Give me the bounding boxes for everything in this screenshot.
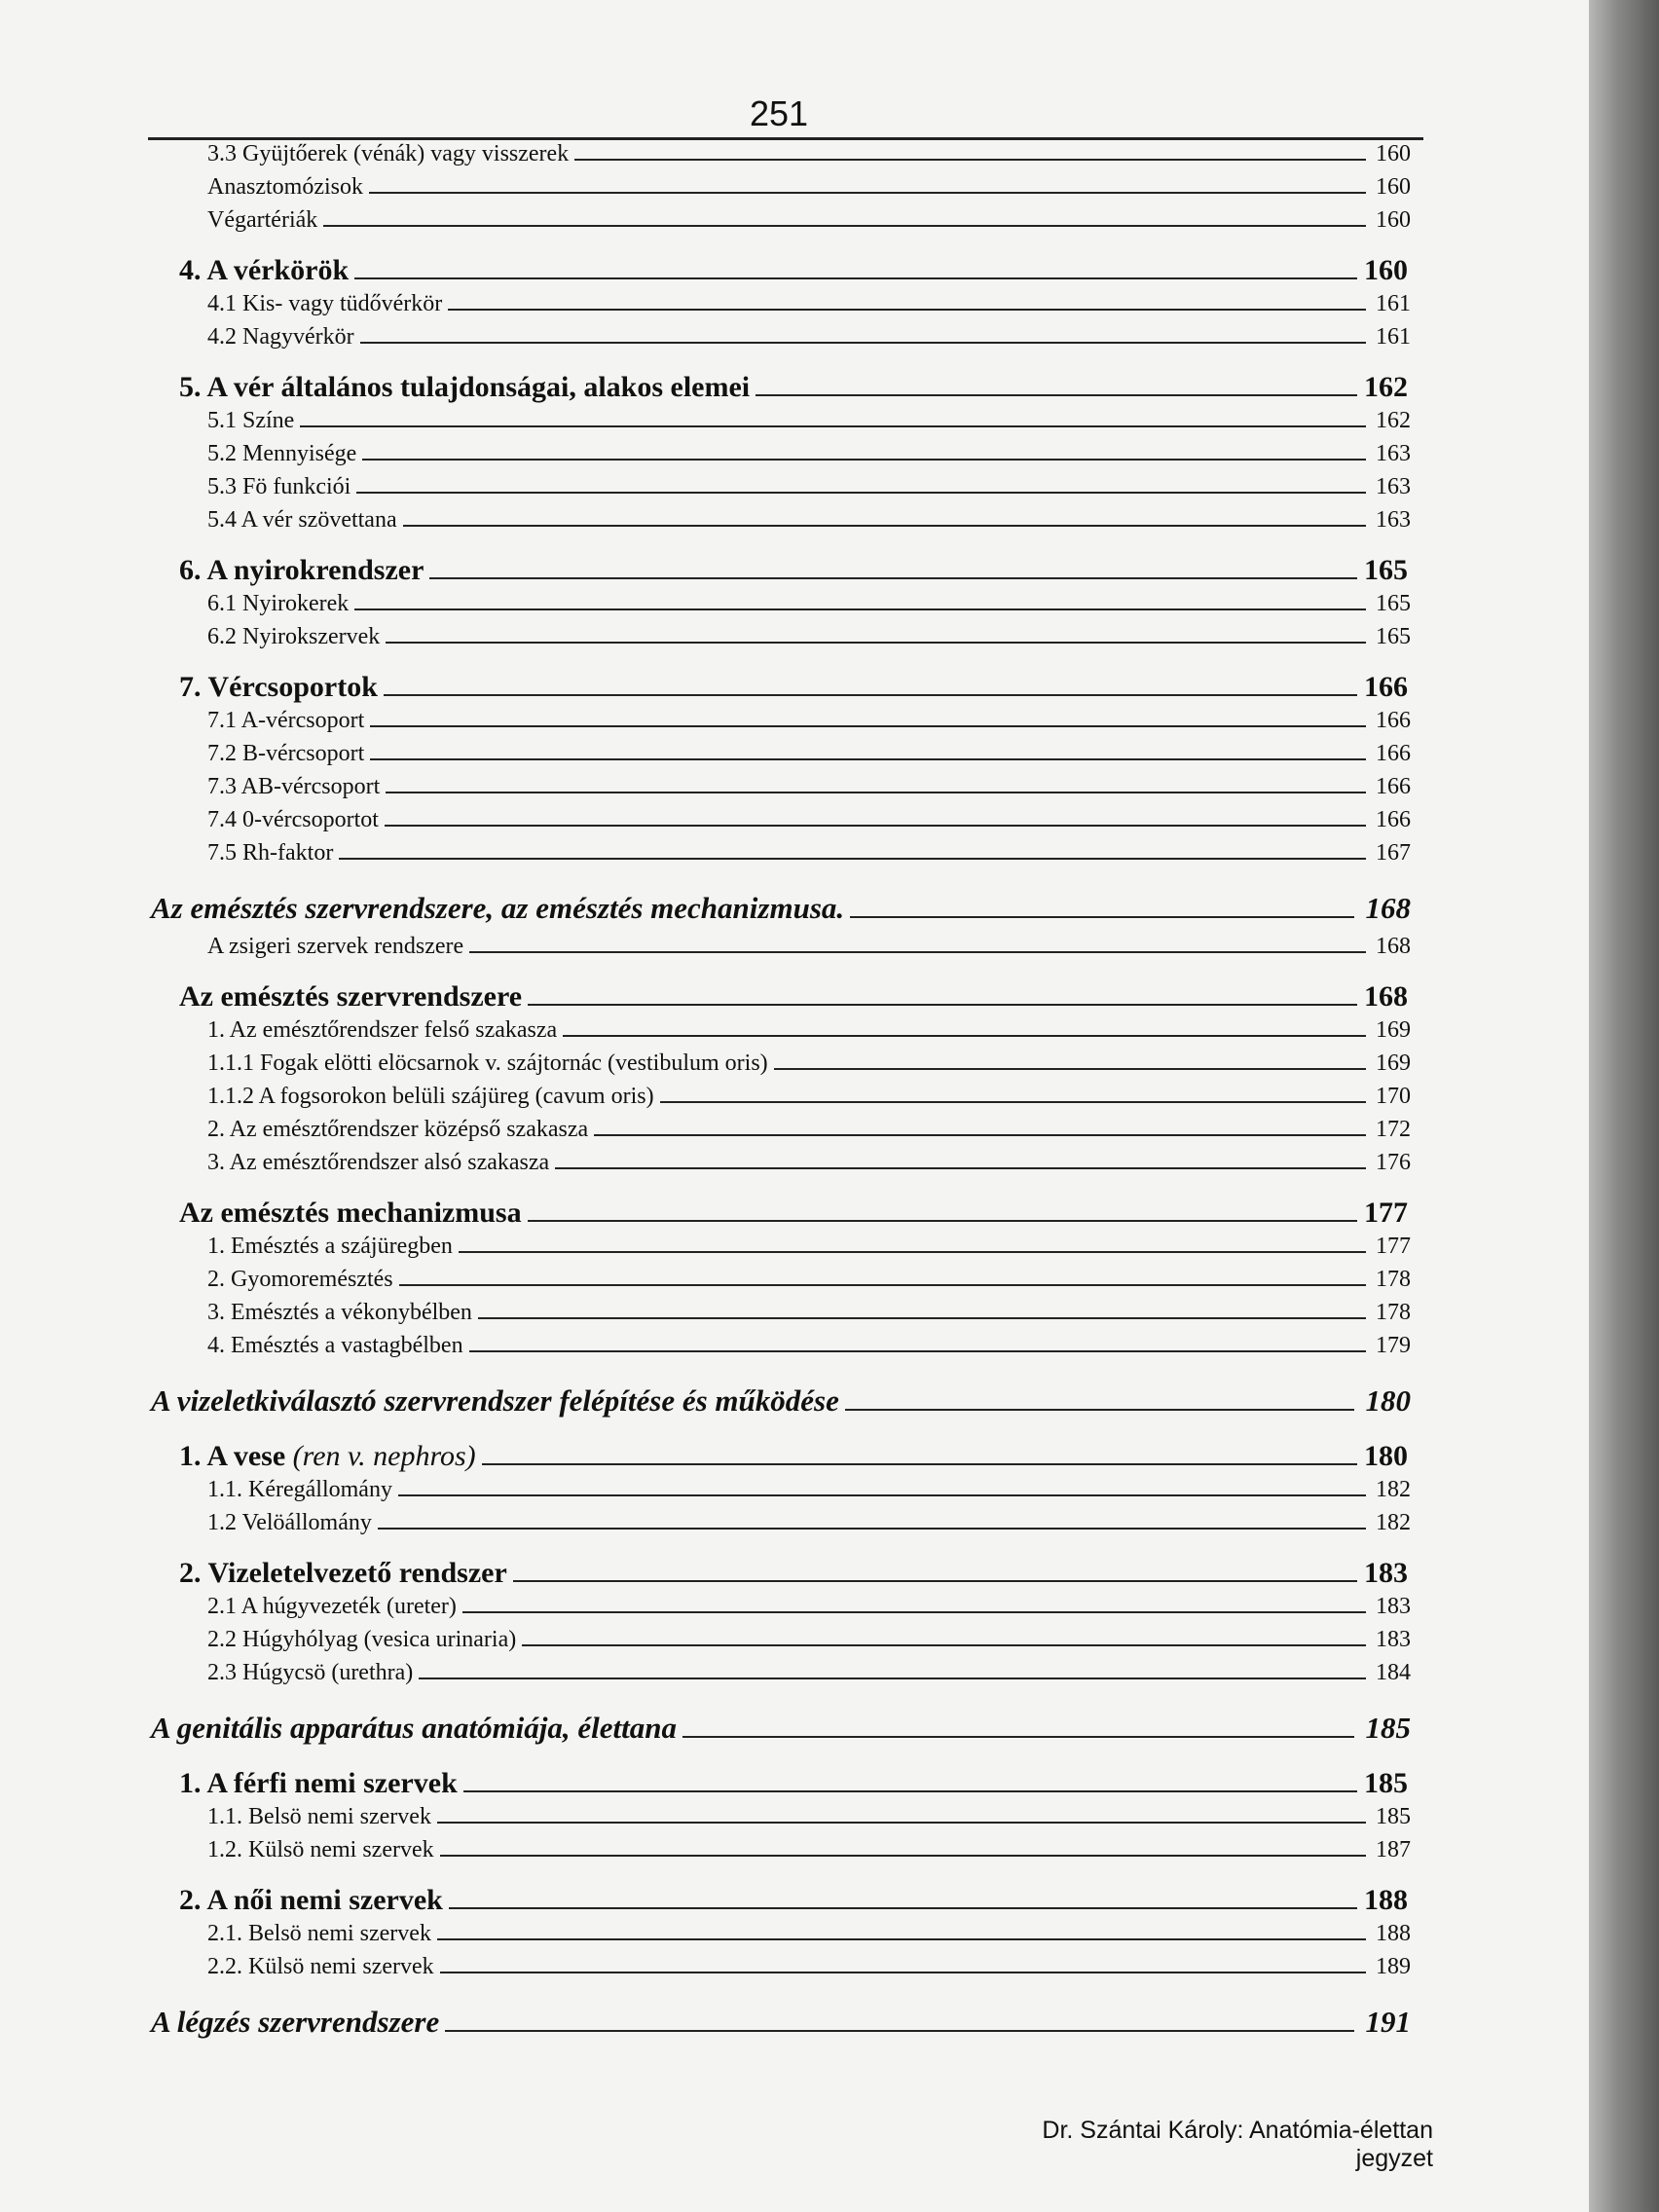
toc-entry-title-text: 3.3 Gyüjtőerek (vénák) vagy visszerek xyxy=(207,141,570,166)
toc-entry-sub xyxy=(0,1921,1411,1954)
toc-page-number: 178 xyxy=(1376,1300,1411,1325)
toc-entry-title-text: 6.1 Nyirokerek xyxy=(207,591,350,616)
toc-entry-title-text: 7.3 AB-vércsoport xyxy=(207,774,381,799)
toc-leader-line xyxy=(528,1004,1357,1006)
toc-page-number: 177 xyxy=(1364,1197,1408,1229)
toc-leader-line xyxy=(563,1035,1366,1037)
toc-entry-title xyxy=(207,1510,378,1536)
toc-page-number: 172 xyxy=(1376,1117,1411,1142)
toc-page-number: 188 xyxy=(1364,1884,1408,1916)
toc-page-number: 179 xyxy=(1376,1333,1411,1358)
toc-entry-title xyxy=(179,1767,463,1800)
toc-entry-title xyxy=(207,741,370,767)
toc-entry-sub xyxy=(0,1051,1411,1084)
toc-page-number: 161 xyxy=(1376,291,1411,316)
toc-entry-title xyxy=(207,1477,398,1503)
toc-page-number: 163 xyxy=(1376,441,1411,466)
toc-entry-title-text: 1.1.2 A fogsorokon belüli szájüreg (cavum oris) xyxy=(207,1084,654,1109)
toc-leader-line xyxy=(378,1528,1366,1530)
toc-leader-line xyxy=(419,1677,1366,1679)
toc-entry-title xyxy=(179,554,429,587)
toc-page-number: 182 xyxy=(1376,1510,1411,1535)
toc-entry-title-text: Az emésztés mechanizmusa xyxy=(179,1197,522,1229)
toc-entry-sec xyxy=(0,1557,1408,1594)
toc-entry-sec xyxy=(0,1440,1408,1477)
toc-entry-title xyxy=(207,324,360,350)
toc-page-number: 166 xyxy=(1364,671,1408,703)
toc-entry-title-text: 1.1.1 Fogak elötti elöcsarnok v. szájtornác (vestibulum oris) xyxy=(207,1051,768,1076)
toc-leader-line xyxy=(385,825,1366,827)
toc-page-number: 168 xyxy=(1376,934,1411,959)
toc-leader-line xyxy=(463,1790,1357,1792)
toc-entry-title-text: Anasztomózisok xyxy=(207,174,363,200)
toc-page-number: 162 xyxy=(1364,371,1408,403)
toc-page-number: 167 xyxy=(1376,840,1411,866)
toc-entry-chap xyxy=(0,1711,1411,1753)
toc-entry-sec xyxy=(0,1884,1408,1921)
toc-leader-line xyxy=(403,525,1366,527)
toc-leader-line xyxy=(398,1494,1366,1496)
toc-entry-sub xyxy=(0,1017,1411,1051)
toc-entry-sub xyxy=(0,1300,1411,1333)
footer-author-title: Dr. Szántai Károly: Anatómia-élettan jegyzet xyxy=(1042,2117,1433,2172)
toc-page-number: 187 xyxy=(1376,1837,1411,1862)
toc-entry-title xyxy=(151,1711,682,1746)
toc-entry-title-text: A genitális apparátus anatómiája, élettana xyxy=(151,1711,678,1745)
toc-entry-sub xyxy=(0,1804,1411,1837)
toc-entry-sub xyxy=(0,324,1411,357)
toc-entry-title-text: 7.5 Rh-faktor xyxy=(207,840,334,866)
toc-entry-title xyxy=(207,1333,469,1359)
toc-leader-line xyxy=(370,758,1366,760)
toc-entry-sub xyxy=(0,141,1411,174)
toc-entry-sub xyxy=(0,708,1411,741)
toc-leader-line xyxy=(774,1068,1366,1070)
toc-page-number: 166 xyxy=(1376,774,1411,799)
toc-entry-title-text: A vizeletkiválasztó szervrendszer felépítése és működése xyxy=(151,1383,839,1418)
toc-leader-line xyxy=(469,1350,1366,1352)
toc-leader-line xyxy=(323,225,1366,227)
header-rule xyxy=(148,137,1423,140)
toc-leader-line xyxy=(469,951,1366,953)
toc-entry-title xyxy=(207,591,354,617)
toc-entry-title xyxy=(207,1017,563,1044)
toc-entry-title xyxy=(207,1954,440,1980)
toc-page-number: 165 xyxy=(1364,554,1408,586)
toc-page-number: 169 xyxy=(1376,1051,1411,1076)
toc-page-number: 183 xyxy=(1376,1627,1411,1652)
toc-entry-chap xyxy=(0,891,1411,934)
toc-leader-line xyxy=(660,1101,1366,1103)
toc-page-number: 163 xyxy=(1376,507,1411,533)
toc-entry-title-text: 1.1. Kéregállomány xyxy=(207,1477,392,1502)
toc-entry-title xyxy=(151,2005,445,2040)
toc-page-number: 189 xyxy=(1376,1954,1411,1979)
toc-leader-line xyxy=(370,725,1366,727)
toc-leader-line xyxy=(513,1580,1357,1582)
toc-entry-title xyxy=(179,1440,482,1473)
toc-entry-title xyxy=(179,1557,513,1590)
toc-entry-title-text: 4.1 Kis- vagy tüdővérkör xyxy=(207,291,443,316)
toc-page-number: 185 xyxy=(1364,1767,1408,1799)
toc-entry-title-text: 1. Az emésztőrendszer felső szakasza xyxy=(207,1017,558,1043)
toc-leader-line xyxy=(354,277,1357,279)
toc-entry-title-text: 6.2 Nyirokszervek xyxy=(207,624,381,649)
toc-entry-sec xyxy=(0,254,1408,291)
toc-entry-title-text: 2. A női nemi szervek xyxy=(179,1884,443,1916)
toc-leader-line xyxy=(756,394,1357,396)
toc-entry-title-text: 5.1 Színe xyxy=(207,408,295,433)
toc-page-number: 162 xyxy=(1376,408,1411,433)
toc-entry-sub xyxy=(0,1594,1411,1627)
toc-page-number: 185 xyxy=(1376,1804,1411,1829)
toc-page-number: 161 xyxy=(1376,324,1411,350)
toc-entry-title xyxy=(151,1383,845,1419)
toc-entry-title xyxy=(207,441,362,467)
toc-leader-line xyxy=(384,694,1357,696)
toc-entry-title xyxy=(207,774,386,800)
toc-entry-sub xyxy=(0,741,1411,774)
toc-page-number: 180 xyxy=(1364,1440,1408,1472)
toc-leader-line xyxy=(360,342,1366,344)
toc-entry-title xyxy=(207,207,323,234)
toc-page-number: 160 xyxy=(1364,254,1408,286)
toc-entry-sub xyxy=(0,1084,1411,1117)
toc-entry-title xyxy=(207,807,385,833)
toc-entry-title-text: 1. A férfi nemi szervek xyxy=(179,1767,458,1799)
toc-entry-sub xyxy=(0,1660,1411,1693)
toc-page-number: 191 xyxy=(1365,2005,1411,2039)
toc-entry-sub xyxy=(0,1477,1411,1510)
toc-leader-line xyxy=(574,159,1366,161)
toc-entry-title-text: Végartériák xyxy=(207,207,318,233)
toc-entry-title-text: 5.3 Fö funkciói xyxy=(207,474,351,499)
toc-entry-sub xyxy=(0,174,1411,207)
toc-entry-title xyxy=(207,1594,462,1620)
toc-entry-sub xyxy=(0,507,1411,540)
toc-leader-line xyxy=(482,1463,1357,1465)
toc-leader-line xyxy=(478,1317,1366,1319)
toc-entry-latin-name: (ren v. nephros) xyxy=(292,1440,476,1472)
toc-page-number: 166 xyxy=(1376,807,1411,832)
toc-page-number: 183 xyxy=(1376,1594,1411,1619)
toc-entry-title-text: 2.2 Húgyhólyag (vesica urinaria) xyxy=(207,1627,517,1652)
toc-entry-title-text: 2.2. Külsö nemi szervek xyxy=(207,1954,434,1979)
toc-entry-title-text: 5.4 A vér szövettana xyxy=(207,507,397,533)
toc-page-number: 160 xyxy=(1376,141,1411,166)
toc-entry-sub xyxy=(0,408,1411,441)
toc-entry-title-text: 2. Gyomoremésztés xyxy=(207,1267,393,1292)
toc-entry-title xyxy=(207,507,403,534)
toc-entry-title-text: 2.1. Belsö nemi szervek xyxy=(207,1921,431,1946)
toc-entry-sub xyxy=(0,207,1411,240)
toc-leader-line xyxy=(448,309,1366,311)
toc-entry-title xyxy=(207,1837,440,1863)
toc-leader-line xyxy=(386,642,1366,644)
toc-entry-sub xyxy=(0,1510,1411,1543)
toc-entry-sec xyxy=(0,980,1408,1017)
toc-entry-title xyxy=(207,1660,419,1686)
toc-page-number: 168 xyxy=(1365,891,1411,925)
toc-entry-title-text: 7.2 B-vércsoport xyxy=(207,741,365,766)
page-number: 251 xyxy=(749,93,809,133)
toc-entry-title-text: 2. Vizeletelvezető rendszer xyxy=(179,1557,507,1589)
table-of-contents xyxy=(0,141,1589,2047)
toc-entry-title-text: 2.3 Húgycsö (urethra) xyxy=(207,1660,414,1685)
toc-entry-title xyxy=(207,934,469,960)
toc-entry-sub xyxy=(0,934,1411,967)
toc-page-number: 165 xyxy=(1376,591,1411,616)
toc-entry-title xyxy=(207,408,300,434)
toc-entry-title-text: 4. Emésztés a vastagbélben xyxy=(207,1333,463,1358)
toc-entry-title xyxy=(179,671,384,704)
toc-entry-chap xyxy=(0,1383,1411,1426)
toc-entry-title xyxy=(207,1921,437,1947)
toc-entry-title-text: 5.2 Mennyisége xyxy=(207,441,357,466)
toc-entry-sub xyxy=(0,1954,1411,1987)
toc-entry-title-text: 1.2 Velöállomány xyxy=(207,1510,372,1535)
toc-entry-sub xyxy=(0,1267,1411,1300)
toc-leader-line xyxy=(528,1220,1357,1222)
toc-leader-line xyxy=(362,459,1366,461)
toc-entry-title xyxy=(179,1197,528,1230)
toc-page-number: 163 xyxy=(1376,474,1411,499)
toc-entry-title-text: 6. A nyirokrendszer xyxy=(179,554,424,586)
toc-page-number: 185 xyxy=(1365,1711,1411,1745)
toc-page-number: 188 xyxy=(1376,1921,1411,1946)
toc-leader-line xyxy=(440,1855,1366,1857)
toc-leader-line xyxy=(845,1409,1354,1411)
toc-page-number: 170 xyxy=(1376,1084,1411,1109)
toc-leader-line xyxy=(522,1644,1366,1646)
toc-page-number: 168 xyxy=(1364,980,1408,1013)
toc-leader-line xyxy=(437,1938,1366,1940)
toc-page-number: 180 xyxy=(1365,1383,1411,1418)
toc-entry-title xyxy=(179,1884,449,1917)
toc-entry-sub xyxy=(0,474,1411,507)
toc-leader-line xyxy=(354,608,1366,610)
toc-leader-line xyxy=(440,1972,1366,1973)
toc-entry-sub xyxy=(0,1234,1411,1267)
toc-entry-title-text: 1.1. Belsö nemi szervek xyxy=(207,1804,431,1829)
toc-entry-title xyxy=(207,1300,478,1326)
toc-entry-title xyxy=(207,141,574,167)
toc-page-number: 169 xyxy=(1376,1017,1411,1043)
toc-entry-sub xyxy=(0,840,1411,873)
toc-leader-line xyxy=(459,1251,1366,1253)
toc-entry-sub xyxy=(0,807,1411,840)
toc-entry-title xyxy=(207,1150,555,1176)
toc-entry-title xyxy=(179,254,354,287)
toc-entry-title xyxy=(207,174,369,201)
toc-entry-title xyxy=(207,624,386,650)
toc-entry-title xyxy=(207,291,448,317)
toc-entry-title-text: 1. Emésztés a szájüregben xyxy=(207,1234,453,1259)
toc-leader-line xyxy=(339,858,1366,860)
toc-leader-line xyxy=(300,425,1366,427)
toc-leader-line xyxy=(386,792,1366,793)
toc-entry-title-text: 2.1 A húgyvezeték (ureter) xyxy=(207,1594,457,1619)
toc-entry-sec xyxy=(0,1767,1408,1804)
toc-page-number: 166 xyxy=(1376,708,1411,733)
toc-entry-sub xyxy=(0,1333,1411,1366)
toc-entry-title xyxy=(207,1234,459,1260)
toc-page-number: 177 xyxy=(1376,1234,1411,1259)
toc-entry-title-text: A zsigeri szervek rendszere xyxy=(207,934,464,959)
toc-entry-title xyxy=(207,1627,522,1653)
toc-entry-chap xyxy=(0,2005,1411,2047)
toc-entry-sub xyxy=(0,591,1411,624)
toc-entry-title xyxy=(207,1051,774,1077)
toc-entry-sub xyxy=(0,1627,1411,1660)
toc-leader-line xyxy=(462,1611,1366,1613)
toc-entry-title-text: 4. A vérkörök xyxy=(179,254,350,286)
toc-entry-title-text: Az emésztés szervrendszere xyxy=(179,980,523,1013)
toc-page-number: 165 xyxy=(1376,624,1411,649)
toc-entry-title xyxy=(151,891,850,926)
toc-leader-line xyxy=(399,1284,1366,1286)
toc-page-number: 166 xyxy=(1376,741,1411,766)
toc-entry-title xyxy=(207,708,370,734)
toc-leader-line xyxy=(850,916,1354,918)
toc-leader-line xyxy=(682,1736,1354,1738)
toc-page-number: 182 xyxy=(1376,1477,1411,1502)
toc-page-number: 160 xyxy=(1376,174,1411,200)
toc-entry-title-text: 4.2 Nagyvérkör xyxy=(207,324,354,350)
toc-entry-title xyxy=(207,840,339,866)
toc-entry-title-text: 1. A vese xyxy=(179,1440,286,1472)
toc-entry-title xyxy=(179,980,528,1014)
toc-entry-title-text: 5. A vér általános tulajdonságai, alakos elemei xyxy=(179,371,751,403)
toc-entry-sec xyxy=(0,671,1408,708)
toc-leader-line xyxy=(449,1907,1357,1909)
toc-entry-title-text: A légzés szervrendszere xyxy=(151,2005,440,2039)
toc-leader-line xyxy=(445,2030,1354,2032)
toc-entry-title-text: 3. Emésztés a vékonybélben xyxy=(207,1300,472,1325)
toc-entry-title xyxy=(207,1267,399,1293)
toc-entry-sub xyxy=(0,624,1411,657)
book-page-edge xyxy=(1589,0,1659,2212)
toc-entry-title-text: 7. Vércsoportok xyxy=(179,671,378,703)
toc-leader-line xyxy=(429,577,1357,579)
toc-entry-title-text: 7.1 A-vércsoport xyxy=(207,708,365,733)
toc-entry-title xyxy=(207,474,356,500)
toc-page-number: 178 xyxy=(1376,1267,1411,1292)
toc-entry-title xyxy=(207,1117,594,1143)
toc-entry-title xyxy=(207,1084,660,1110)
toc-entry-sub xyxy=(0,774,1411,807)
toc-page-number: 176 xyxy=(1376,1150,1411,1175)
toc-entry-sub xyxy=(0,441,1411,474)
toc-entry-sec xyxy=(0,371,1408,408)
toc-leader-line xyxy=(356,492,1366,494)
toc-leader-line xyxy=(555,1167,1366,1169)
toc-entry-sub xyxy=(0,291,1411,324)
toc-entry-sec xyxy=(0,554,1408,591)
toc-page-number: 160 xyxy=(1376,207,1411,233)
toc-entry-sub xyxy=(0,1150,1411,1183)
toc-entry-title xyxy=(179,371,756,404)
toc-entry-title xyxy=(207,1804,437,1830)
toc-leader-line xyxy=(369,192,1366,194)
toc-leader-line xyxy=(437,1822,1366,1824)
toc-entry-title-text: 1.2. Külsö nemi szervek xyxy=(207,1837,434,1862)
toc-page-number: 184 xyxy=(1376,1660,1411,1685)
toc-entry-sec xyxy=(0,1197,1408,1234)
toc-entry-title-text: 2. Az emésztőrendszer középső szakasza xyxy=(207,1117,589,1142)
toc-entry-title-text: Az emésztés szervrendszere, az emésztés mechanizmusa. xyxy=(151,891,845,925)
toc-page-number: 183 xyxy=(1364,1557,1408,1589)
toc-entry-title-text: 3. Az emésztőrendszer alsó szakasza xyxy=(207,1150,550,1175)
toc-leader-line xyxy=(594,1134,1366,1136)
toc-entry-sub xyxy=(0,1117,1411,1150)
toc-entry-sub xyxy=(0,1837,1411,1870)
toc-entry-title-text: 7.4 0-vércsoportot xyxy=(207,807,379,832)
